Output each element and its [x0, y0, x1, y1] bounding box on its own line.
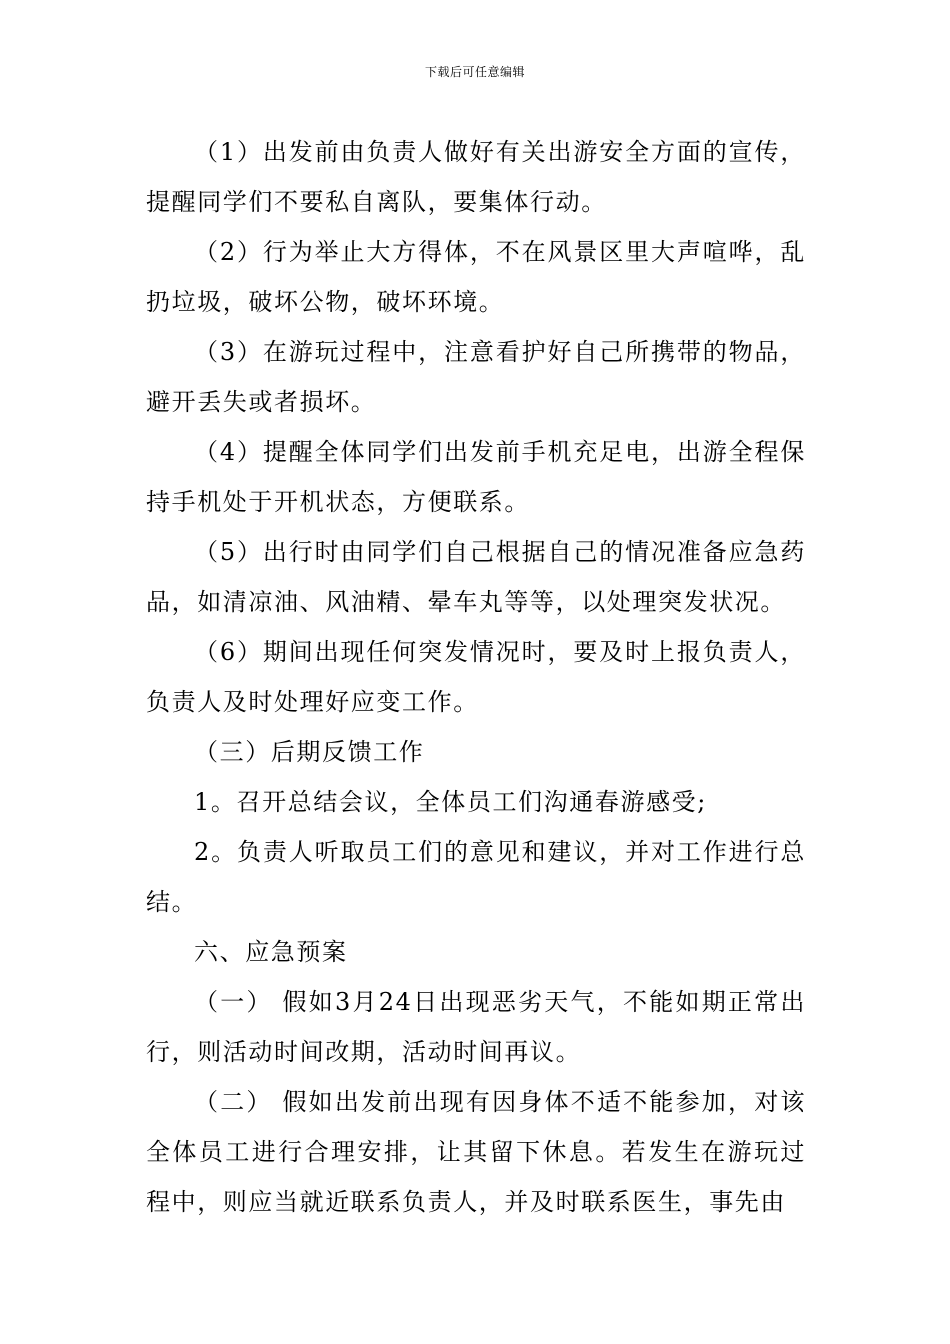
paragraph-phone: （4）提醒全体同学们出发前手机充足电，出游全程保持手机处于开机状态，方便联系。 — [146, 438, 806, 516]
document-body — [146, 127, 806, 1227]
list-item-opinions: 2。负责人听取员工们的意见和建议，并对工作进行总结。 — [146, 838, 806, 916]
list-item-summary-meeting: 1。召开总结会议，全体员工们沟通春游感受; — [194, 788, 707, 816]
paragraph-bad-weather: （一） 假如3月24日出现恶劣天气，不能如期正常出行，则活动时间改期，活动时间再议。 — [146, 988, 806, 1066]
page-header: 下载后可任意编辑 — [424, 65, 525, 79]
paragraph-belongings: （3）在游玩过程中，注意看护好自己所携带的物品，避开丢失或者损坏。 — [146, 338, 806, 416]
section-heading-feedback: （三）后期反馈工作 — [194, 738, 425, 766]
paragraph-illness: （二） 假如出发前出现有因身体不适不能参加，对该全体员工进行合理安排，让其留下休息。若发生在游玩过程中，则应当就近联系负责人，并及时联系医生，事先由 — [146, 1088, 806, 1216]
section-heading-emergency-plan: 六、应急预案 — [194, 938, 348, 966]
paragraph-emergency-report: （6）期间出现任何突发情况时，要及时上报负责人，负责人及时处理好应变工作。 — [146, 638, 806, 716]
paragraph-medicine: （5）出行时由同学们自己根据自己的情况准备应急药品，如清凉油、风油精、晕车丸等等，以处理突发状况。 — [146, 538, 806, 616]
paragraph-safety-briefing: （1）出发前由负责人做好有关出游安全方面的宣传，提醒同学们不要私自离队，要集体行动。 — [146, 138, 806, 216]
paragraph-behavior: （2）行为举止大方得体，不在风景区里大声喧哗，乱扔垃圾，破坏公物，破坏环境。 — [146, 238, 806, 316]
